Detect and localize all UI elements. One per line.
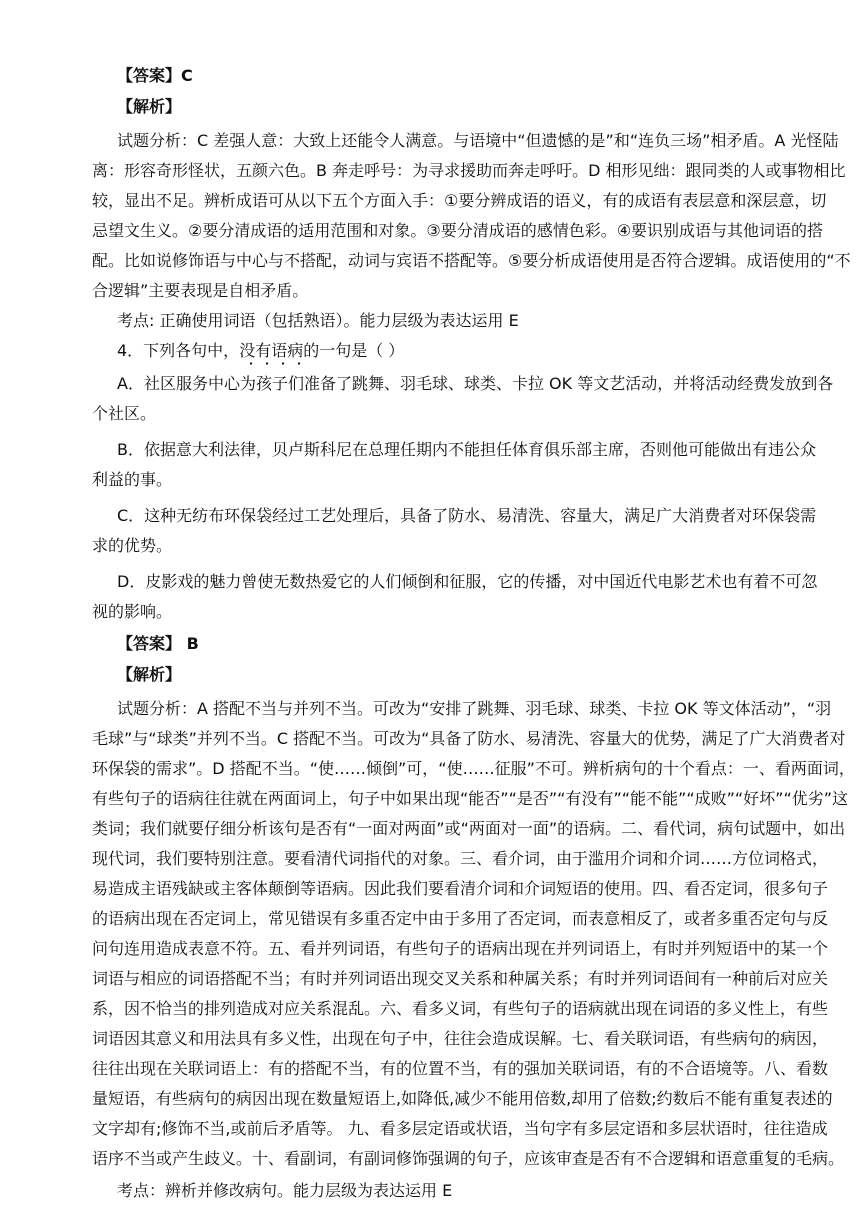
analysis-paragraph-line: 离：形容奇形怪状，五颜六色。B 奔走呼号：为寻求援助而奔走呼吁。D 相形见绌：跟同类的人或事物相比	[92, 161, 846, 180]
analysis-paragraph-line: 的语病出现在否定词上，常见错误有多重否定中由于多用了否定词，而表意相反了，或者多重否定句与反	[92, 909, 829, 928]
analysis-paragraph-line: 毛球”与“球类”并列不当。C 搭配不当。可改为“具备了防水、易清洗、容量大的优势，满足了广大消费者对	[92, 729, 846, 748]
analysis-paragraph-line: 试题分析：A 搭配不当与并列不当。可改为“安排了跳舞、羽毛球、球类、卡拉 OK 等文体活动”，“羽	[117, 699, 832, 718]
question-stem-suffix: 的一句是（ ）	[303, 341, 405, 360]
analysis-paragraph-line: 试题分析：C 差强人意：大致上还能令人满意。与语境中“但遗憾的是”和“连负三场”相矛盾。A 光怪陆	[117, 131, 839, 150]
analysis-paragraph-line: 易造成主语残缺或主客体颠倒等语病。因此我们要看清介词和介词短语的使用。四、看否定词，很多句子	[92, 879, 829, 898]
option-b-line2: 利益的事。	[92, 470, 173, 489]
option-d-line1: D．皮影戏的魅力曾使无数热爱它的人们倾倒和征服，它的传播，对中国近代电影艺术也有着不可忽	[117, 572, 818, 591]
analysis-paragraph-line: 类词；我们就要仔细分析该句是否有“一面对两面”或“两面对一面”的语病。二、看代词，病句试题中，如出	[92, 819, 846, 838]
analysis-paragraph-line: 现代词，我们要特别注意。要看清代词指代的对象。三、看介词，由于滥用介词和介词……方位词格式，	[92, 849, 829, 868]
analysis-paragraph-line: 忌望文生义。②要分清成语的适用范围和对象。③要分清成语的感情色彩。④要识别成语与其他词语的搭	[92, 221, 824, 240]
analysis-paragraph-line: 词语与相应的词语搭配不当；有时并列词语出现交叉关系和种属关系；有时并列词语间有一种前后对应关	[92, 969, 829, 988]
question-stem-prefix: 4．下列各句中，	[117, 341, 240, 360]
kaodian-note: 考点: 正确使用词语（包括熟语）。能力层级为表达运用 E	[117, 311, 519, 330]
option-a-line1: A．社区服务中心为孩子们准备了跳舞、羽毛球、球类、卡拉 OK 等文艺活动，并将活动经费发放到各	[117, 374, 834, 393]
option-c-line2: 求的优势。	[92, 536, 173, 555]
analysis-paragraph-line: 合逻辑”主要表现是自相矛盾。	[92, 281, 309, 300]
analysis-paragraph-line: 配。比如说修饰语与中心与不搭配，动词与宾语不搭配等。⑤要分析成语使用是否符合逻辑。成语使用的“不	[92, 251, 851, 270]
question-stem-emphasis: 没有语病	[239, 341, 304, 360]
analysis-paragraph-line: 环保袋的需求”。D 搭配不当。“使……倾倒”可，“使……征服”不可。辨析病句的十个看点：一、看两面词，	[92, 759, 855, 778]
analysis-paragraph-line: 问句连用造成表意不符。五、看并列词语，有些句子的语病出现在并列词语上，有时并列短语中的某一个	[92, 939, 829, 958]
kaodian-note: 考点：辨析并修改病句。能力层级为表达运用 E	[117, 1181, 453, 1200]
analysis-paragraph-line: 文字却有;修饰不当,或前后矛盾等。 九、看多层定语或状语，当句字有多层定语和多层状语时，往往造成	[92, 1119, 828, 1138]
analysis-paragraph-line: 往往出现在关联词语上：有的搭配不当，有的位置不当，有的强加关联词语，有的不合语境等。八、看数	[92, 1059, 829, 1078]
analysis-paragraph-line: 词语因其意义和用法具有多义性，出现在句子中，往往会造成误解。七、看关联词语，有些病句的病因，	[92, 1029, 829, 1048]
answer-heading: 【答案】 B	[117, 634, 199, 653]
option-d-line2: 视的影响。	[92, 602, 173, 621]
analysis-paragraph-line: 量短语，有些病句的病因出现在数量短语上,如降低,减少不能用倍数,却用了倍数;约数后不能有重复表述的	[92, 1089, 833, 1108]
analysis-heading: 【解析】	[117, 665, 182, 684]
question-stem	[117, 341, 404, 361]
option-b-line1: B．依据意大利法律，贝卢斯科尼在总理任期内不能担任体育俱乐部主席，否则他可能做出有违公众	[117, 440, 816, 459]
analysis-heading: 【解析】	[117, 97, 182, 116]
option-c-line1: C．这种无纺布环保袋经过工艺处理后，具备了防水、易清洗、容量大，满足广大消费者对环保袋需	[117, 506, 817, 525]
analysis-paragraph-line: 有些句子的语病往往就在两面词上，句子中如果出现“能否”“是否”“有没有”“能不能”“成败”“好坏”“优劣”这	[92, 789, 849, 808]
analysis-paragraph-line: 系，因不恰当的排列造成对应关系混乱。六、看多义词，有些句子的语病就出现在词语的多义性上，有些	[92, 999, 829, 1018]
analysis-paragraph-line: 较，显出不足。辨析成语可从以下五个方面入手：①要分辨成语的语义，有的成语有表层意和深层意，切	[92, 191, 827, 210]
option-a-line2: 个社区。	[92, 404, 157, 423]
analysis-paragraph-line: 语序不当或产生歧义。十、看副词，有副词修饰强调的句子，应该审查是否有不合逻辑和语意重复的毛病。	[92, 1149, 845, 1168]
answer-heading: 【答案】C	[117, 66, 193, 85]
